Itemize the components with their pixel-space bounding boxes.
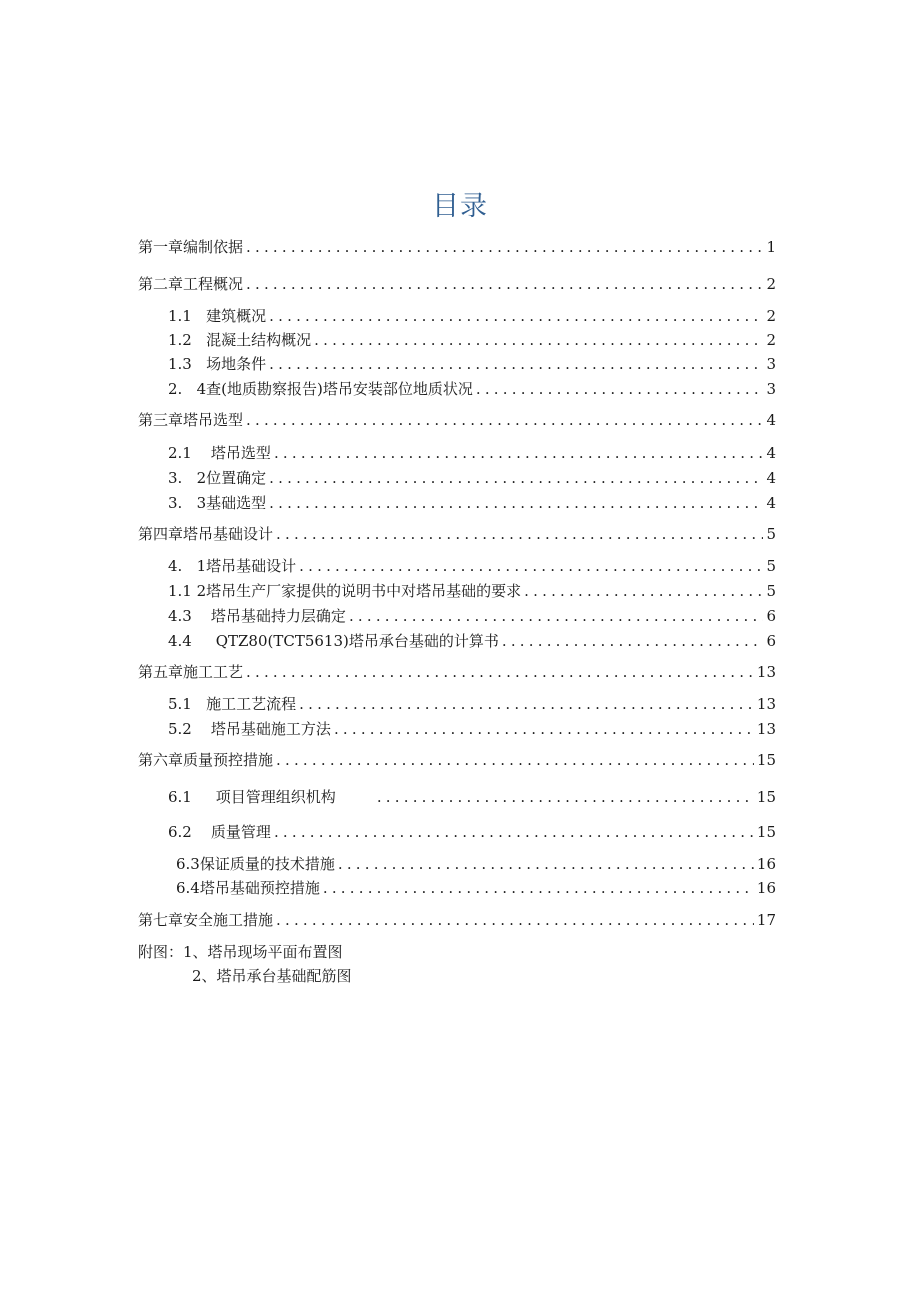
toc-dot-leader <box>276 749 754 771</box>
toc-entry-label: 3. 3基础选型 <box>168 494 267 512</box>
toc-dot-leader <box>246 236 763 258</box>
toc-entry-chapter-6[interactable] <box>138 749 776 771</box>
toc-dot-leader <box>299 555 763 577</box>
toc-entry-6-2[interactable] <box>168 821 776 843</box>
toc-entry-label: 5.1 施工工艺流程 <box>168 695 297 713</box>
toc-entry-label: 1.3 场地条件 <box>168 355 267 373</box>
toc-entry-1-3[interactable] <box>168 353 776 375</box>
toc-dot-leader <box>338 853 754 875</box>
toc-page-number: 4 <box>766 444 776 462</box>
toc-dot-leader <box>274 442 764 464</box>
toc-page-number: 16 <box>756 855 776 873</box>
toc-entry-4-3[interactable] <box>168 605 776 627</box>
toc-dot-leader <box>323 877 754 899</box>
toc-dot-leader <box>524 580 763 602</box>
toc-entry-label: 4.4 QTZ80(TCT5613)塔吊承台基础的计算书 <box>168 632 499 650</box>
toc-page-number: 13 <box>756 695 776 713</box>
toc-entry-label: 2. 4查(地质勘察报告)塔吊安装部位地质状况 <box>168 380 473 398</box>
toc-entry-label: 3. 2位置确定 <box>168 469 267 487</box>
toc-entry-chapter-2[interactable] <box>138 273 776 295</box>
toc-entry-label: 4. 1塔吊基础设计 <box>168 557 297 575</box>
appendix-line-1: 附图：1、塔吊现场平面布置图 <box>138 943 343 961</box>
toc-entry-6-3[interactable] <box>176 853 776 875</box>
toc-entry-label: 4.3 塔吊基础持力层确定 <box>168 607 346 625</box>
toc-page-number: 13 <box>756 720 776 738</box>
toc-dot-leader <box>476 378 764 400</box>
toc-page-number: 1 <box>766 238 776 256</box>
toc-entry-label: 第四章塔吊基础设计 <box>138 525 274 543</box>
toc-entry-label: 第七章安全施工措施 <box>138 911 274 929</box>
toc-entry-5-1[interactable] <box>168 693 776 715</box>
toc-page-number: 5 <box>766 582 776 600</box>
toc-page-number: 4 <box>766 494 776 512</box>
toc-dot-leader <box>246 273 763 295</box>
toc-page-number: 15 <box>756 751 776 769</box>
toc-entry-label: 6.3保证质量的技术措施 <box>176 855 335 873</box>
toc-entry-label: 5.2 塔吊基础施工方法 <box>168 720 331 738</box>
toc-dot-leader <box>246 661 754 683</box>
toc-entry-6-1[interactable] <box>168 786 776 808</box>
toc-page-number: 2 <box>766 331 776 349</box>
toc-entry-label: 第三章塔吊选型 <box>138 411 244 429</box>
toc-dot-leader <box>502 630 764 652</box>
toc-entry-chapter-3[interactable] <box>138 409 776 431</box>
toc-entry-2-4[interactable] <box>168 378 776 400</box>
toc-page-number: 4 <box>766 469 776 487</box>
appendix-line-2: 2、塔吊承台基础配筋图 <box>192 967 352 985</box>
toc-dot-leader <box>276 523 763 545</box>
toc-entry-label: 6.4塔吊基础预控措施 <box>176 879 320 897</box>
toc-entry-2-1[interactable] <box>168 442 776 464</box>
toc-page-number: 5 <box>766 525 776 543</box>
toc-entry-label: 1.2 混凝土结构概况 <box>168 331 312 349</box>
toc-page-number: 5 <box>766 557 776 575</box>
toc-entry-label: 第五章施工工艺 <box>138 663 244 681</box>
toc-entry-4-1[interactable] <box>168 555 776 577</box>
toc-dot-leader <box>269 305 763 327</box>
toc-entry-label: 6.2 质量管理 <box>168 823 271 841</box>
toc-page-number: 3 <box>766 380 776 398</box>
toc-entry-4-4[interactable] <box>168 630 776 652</box>
toc-entry-label: 第二章工程概况 <box>138 275 244 293</box>
toc-entry-1-1-2[interactable] <box>168 580 776 602</box>
toc-page-number: 2 <box>766 307 776 325</box>
toc-page-number: 15 <box>756 823 776 841</box>
toc-dot-leader <box>349 605 764 627</box>
toc-dot-leader <box>377 786 754 808</box>
toc-dot-leader <box>299 693 754 715</box>
toc-entry-3-2[interactable] <box>168 467 776 489</box>
toc-page-number: 16 <box>756 879 776 897</box>
toc-entry-label: 1.1 2塔吊生产厂家提供的说明书中对塔吊基础的要求 <box>168 582 522 600</box>
toc-dot-leader <box>269 492 763 514</box>
toc-dot-leader <box>276 909 754 931</box>
toc-dot-leader <box>269 353 763 375</box>
toc-entry-3-3[interactable] <box>168 492 776 514</box>
toc-page-number: 3 <box>766 355 776 373</box>
toc-page-number: 4 <box>766 411 776 429</box>
toc-entry-1-2[interactable] <box>168 329 776 351</box>
toc-entry-chapter-7[interactable] <box>138 909 776 931</box>
toc-entry-chapter-4[interactable] <box>138 523 776 545</box>
toc-dot-leader <box>269 467 763 489</box>
toc-dot-leader <box>334 718 754 740</box>
toc-title: 目录 <box>432 191 488 222</box>
toc-dot-leader <box>274 821 754 843</box>
toc-page-number: 13 <box>756 663 776 681</box>
toc-entry-label: 1.1 建筑概况 <box>168 307 267 325</box>
toc-page-number: 15 <box>756 788 776 806</box>
toc-page-number: 17 <box>756 911 776 929</box>
toc-entry-chapter-1[interactable] <box>138 236 776 258</box>
toc-entry-label: 第一章编制依据 <box>138 238 244 256</box>
toc-entry-chapter-5[interactable] <box>138 661 776 683</box>
toc-entry-6-4[interactable] <box>176 877 776 899</box>
toc-page-number: 6 <box>766 632 776 650</box>
toc-entry-5-2[interactable] <box>168 718 776 740</box>
toc-dot-leader <box>314 329 763 351</box>
toc-page-number: 2 <box>766 275 776 293</box>
toc-entry-label: 6.1 项目管理组织机构 <box>168 788 374 806</box>
toc-entry-1-1[interactable] <box>168 305 776 327</box>
toc-entry-label: 2.1 塔吊选型 <box>168 444 271 462</box>
toc-dot-leader <box>246 409 763 431</box>
toc-page-number: 6 <box>766 607 776 625</box>
toc-entry-label: 第六章质量预控措施 <box>138 751 274 769</box>
